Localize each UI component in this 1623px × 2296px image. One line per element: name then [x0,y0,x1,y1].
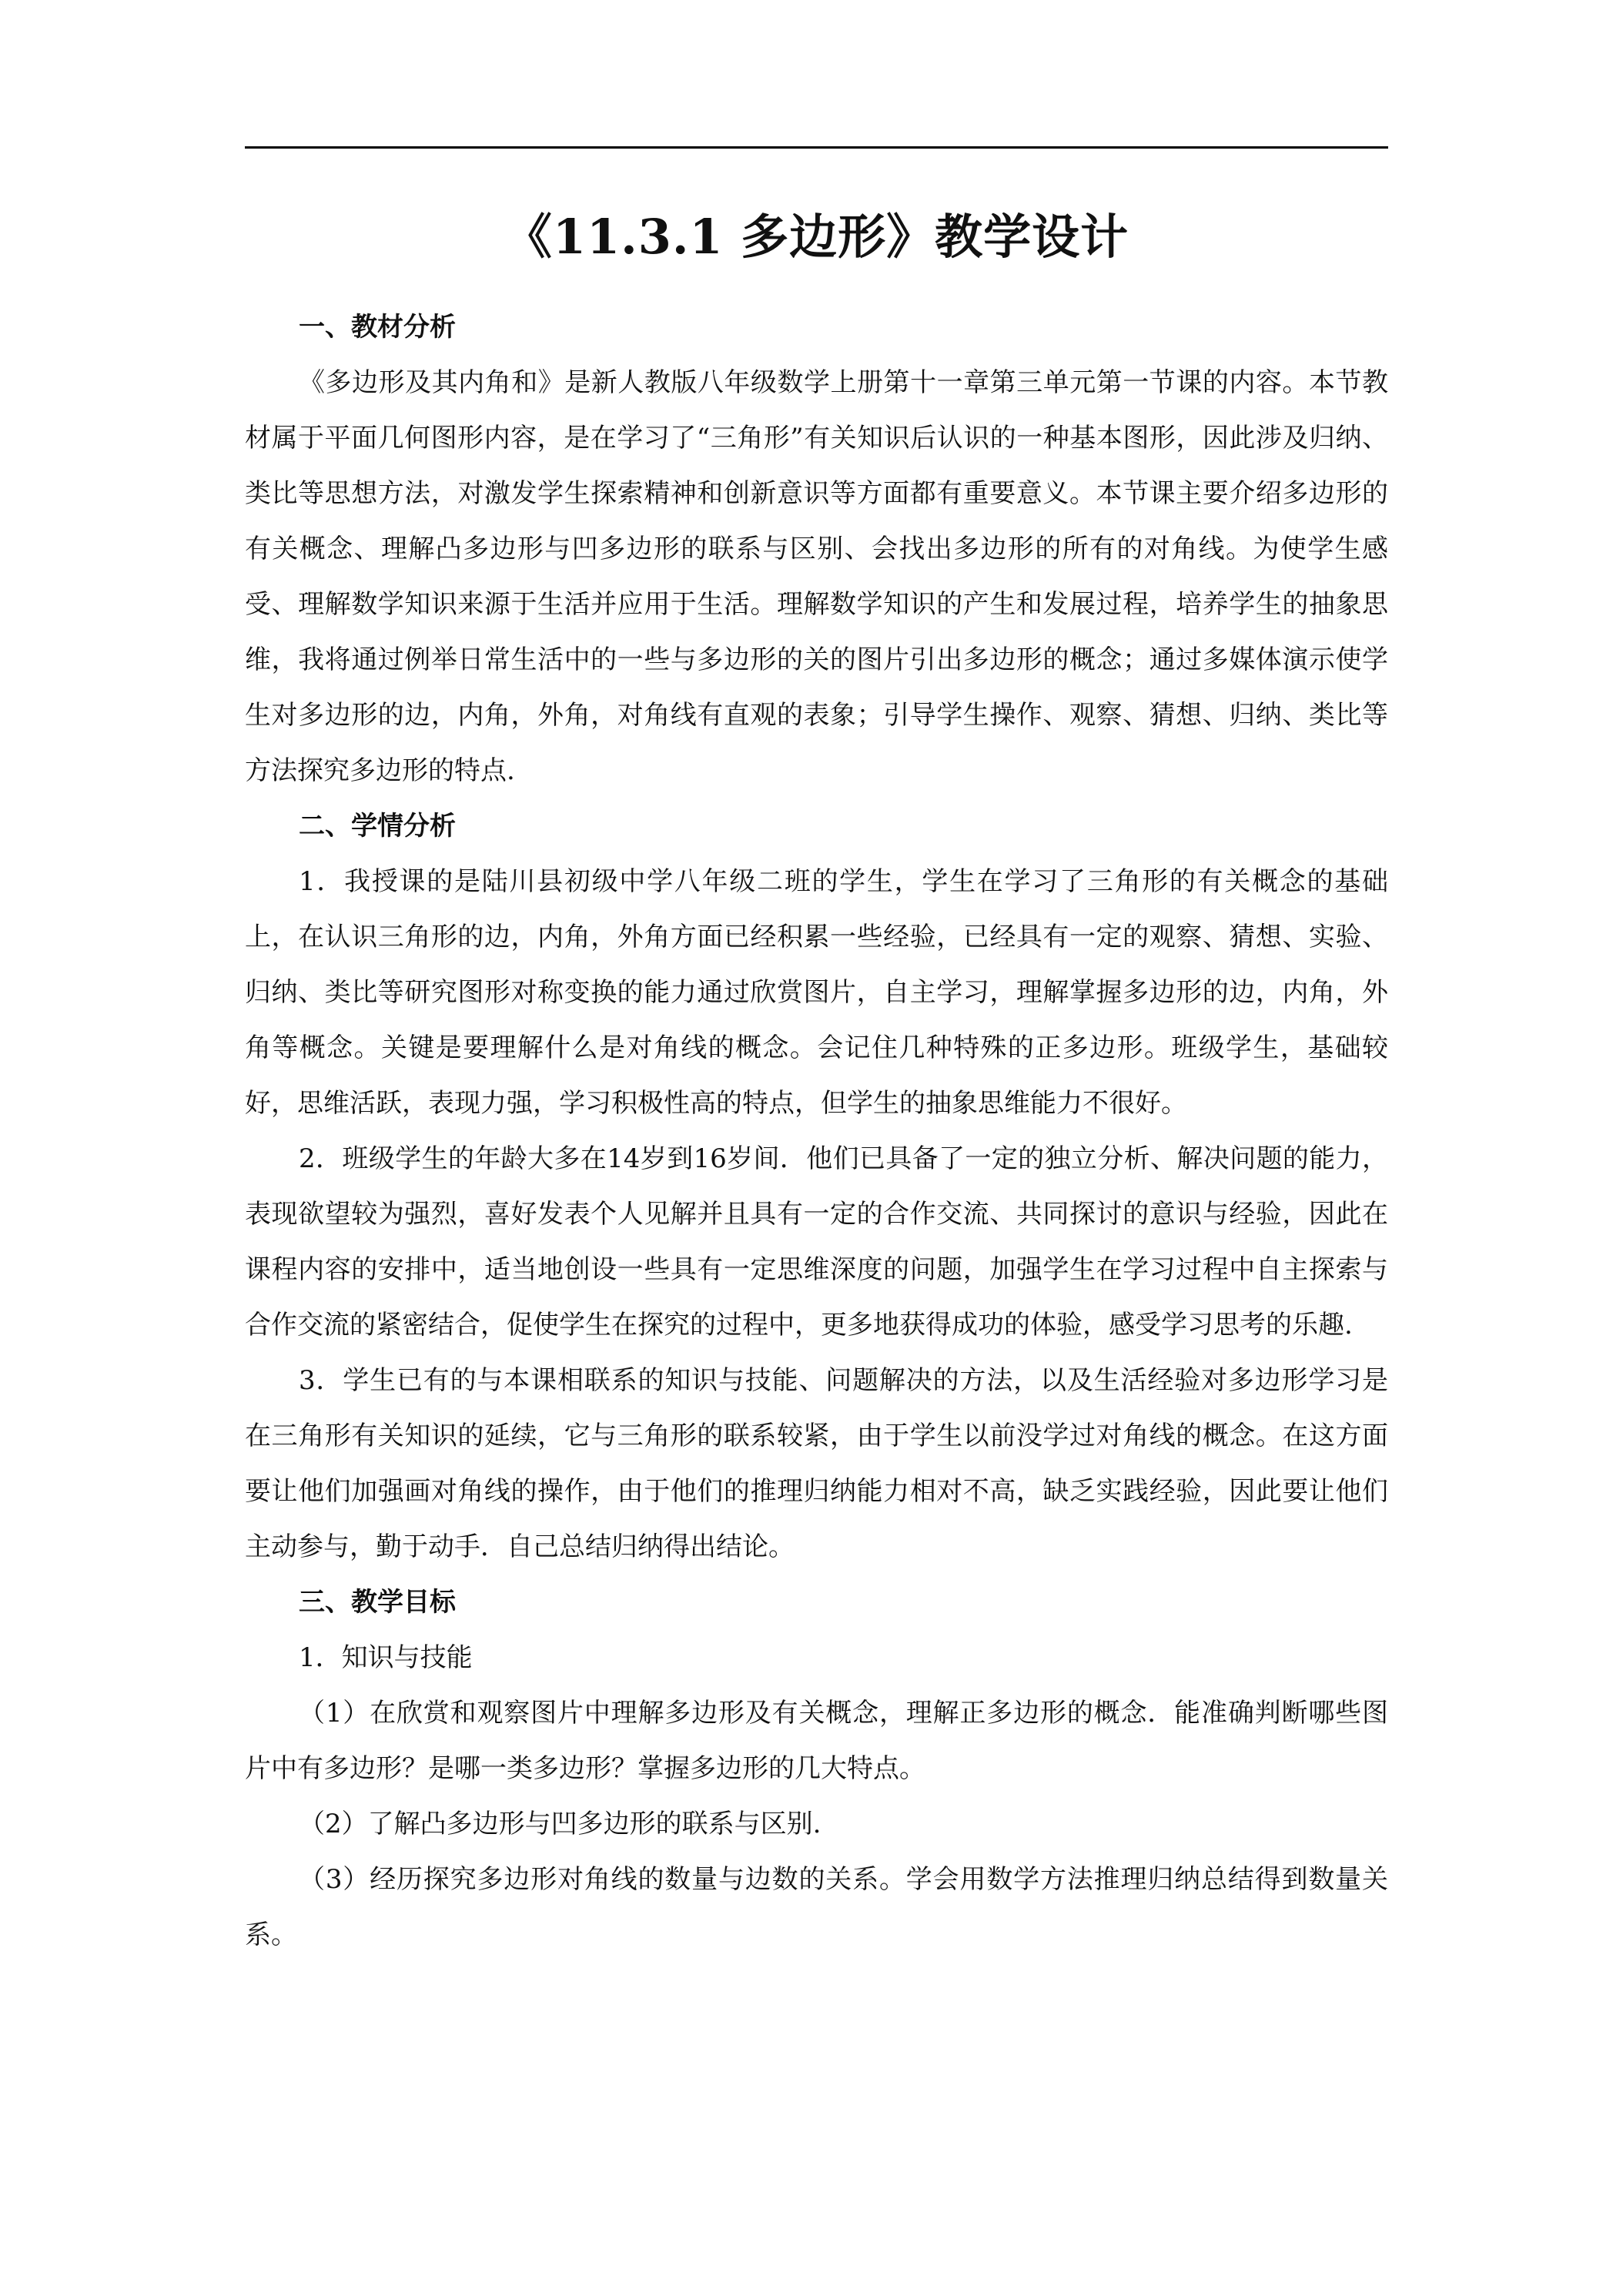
section-heading: 二、学情分析 [299,811,456,842]
document-page [245,146,1388,1963]
header-rule [245,146,1388,149]
section-textbook-analysis [245,300,1388,798]
paragraph: 1．我授课的是陆川县初级中学八年级二班的学生，学生在学习了三角形的有关概念的基础上，在认识三角形的边，内角，外角方面已经积累一些经验，已经具有一定的观察、猜想、实验、归纳、类比等研究图形对称变换的能力通过欣赏图片，自主学习，理解掌握多边形的边，内角，外角等概念。关键是要理解什么是对角线的概念。会记住几种特殊的正多边形。班级学生，基础较好，思维活跃，表现力强，学习积极性高的特点，但学生的抽象思维能力不很好。 [245,866,1388,1119]
section-teaching-goals [245,1575,1388,1963]
paragraph: 2．班级学生的年龄大多在14岁到16岁间．他们已具备了一定的独立分析、解决问题的能力，表现欲望较为强烈，喜好发表个人见解并且具有一定的合作交流、共同探讨的意识与经验，因此在课程内容的安排中，适当地创设一些具有一定思维深度的问题，加强学生在学习过程中自主探索与合作交流的紧密结合，促使学生在探究的过程中，更多地获得成功的体验，感受学习思考的乐趣. [245,1143,1388,1340]
paragraph: （3）经历探究多边形对角线的数量与边数的关系。学会用数学方法推理归纳总结得到数量关系。 [245,1864,1388,1950]
document-title: 《11.3.1 多边形》教学设计 [504,209,1129,265]
section-heading: 一、教材分析 [299,312,456,343]
section-heading: 三、教学目标 [299,1587,456,1618]
section-student-analysis [245,798,1388,1575]
paragraph: 1．知识与技能 [299,1642,473,1673]
paragraph: 《多边形及其内角和》是新人教版八年级数学上册第十一章第三单元第一节课的内容。本节教材属于平面几何图形内容，是在学习了“三角形”有关知识后认识的一种基本图形，因此涉及归纳、类比等思想方法，对激发学生探索精神和创新意识等方面都有重要意义。本节课主要介绍多边形的有关概念、理解凸多边形与凹多边形的联系与区别、会找出多边形的所有的对角线。为使学生感受、理解数学知识来源于生活并应用于生活。理解数学知识的产生和发展过程，培养学生的抽象思维，我将通过例举日常生活中的一些与多边形的关的图片引出多边形的概念；通过多媒体演示使学生对多边形的边，内角，外角，对角线有直观的表象；引导学生操作、观察、猜想、归纳、类比等方法探究多边形的特点. [245,367,1388,786]
paragraph: 3．学生已有的与本课相联系的知识与技能、问题解决的方法，以及生活经验对多边形学习是在三角形有关知识的延续，它与三角形的联系较紧，由于学生以前没学过对角线的概念。在这方面要让他们加强画对角线的操作，由于他们的推理归纳能力相对不高，缺乏实践经验，因此要让他们主动参与，勤于动手．自己总结归纳得出结论。 [245,1365,1388,1562]
paragraph: （1）在欣赏和观察图片中理解多边形及有关概念，理解正多边形的概念．能准确判断哪些图片中有多边形？是哪一类多边形？掌握多边形的几大特点。 [245,1698,1388,1784]
paragraph: （2）了解凸多边形与凹多边形的联系与区别. [299,1809,822,1839]
